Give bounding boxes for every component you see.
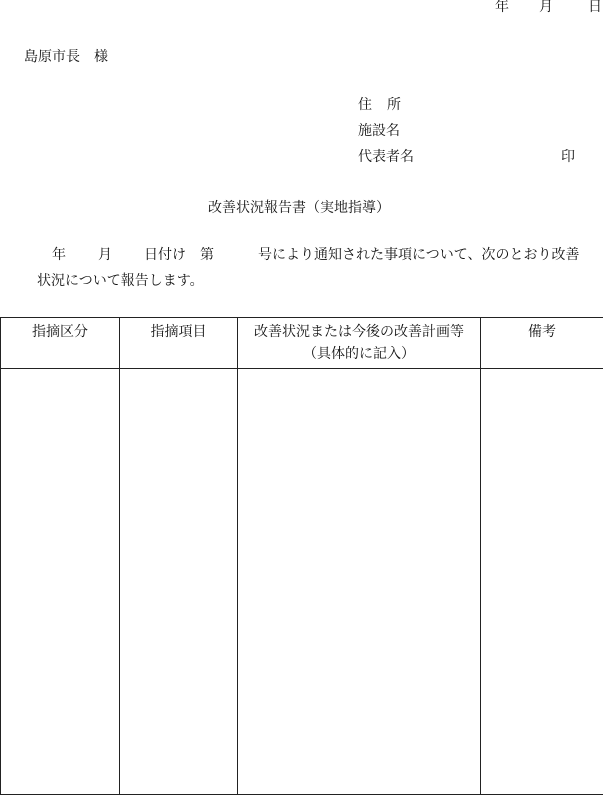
addressee-honorific: 様 <box>94 49 108 65</box>
header-plan <box>238 318 481 369</box>
cell-plan <box>238 369 481 795</box>
header-category: 指摘区分 <box>1 318 120 369</box>
date-month-label: 月 <box>539 0 553 15</box>
header-plan-line-1: 改善状況または今後の改善計画等 <box>254 324 464 340</box>
applicant-representative-label: 代表者名 <box>358 149 414 165</box>
addressee-name: 島原市長 <box>24 49 80 65</box>
report-table <box>0 317 603 795</box>
header-plan-line-2: （具体的に記入） <box>303 346 415 362</box>
cell-category <box>1 369 120 795</box>
applicant-address-label <box>358 98 401 112</box>
body-number-prefix: 第 <box>200 247 214 263</box>
addressee <box>24 50 108 64</box>
address-label-2: 所 <box>387 97 401 113</box>
address-label-1: 住 <box>358 97 372 113</box>
body-line-1-rest: 号により通知された事項について、次のとおり改善 <box>258 247 580 263</box>
applicant-facility-label: 施設名 <box>358 123 400 139</box>
body-line-2: 状況について報告します。 <box>37 273 204 289</box>
cell-item <box>120 369 238 795</box>
header-item: 指摘項目 <box>120 318 238 369</box>
table-body-row <box>1 369 603 795</box>
header-remarks: 備考 <box>481 318 603 369</box>
table-header-row <box>1 318 603 369</box>
body-month-label: 月 <box>98 247 112 263</box>
cell-remarks <box>481 369 603 795</box>
date-day-label: 日 <box>588 0 602 15</box>
document-title: 改善状況報告書（実地指導） <box>208 200 390 216</box>
date-year-label: 年 <box>495 0 509 15</box>
date-line <box>495 0 603 16</box>
seal-label: 印 <box>561 149 575 165</box>
body-year-label: 年 <box>52 247 66 263</box>
body-date-label: 日付け <box>144 247 186 263</box>
